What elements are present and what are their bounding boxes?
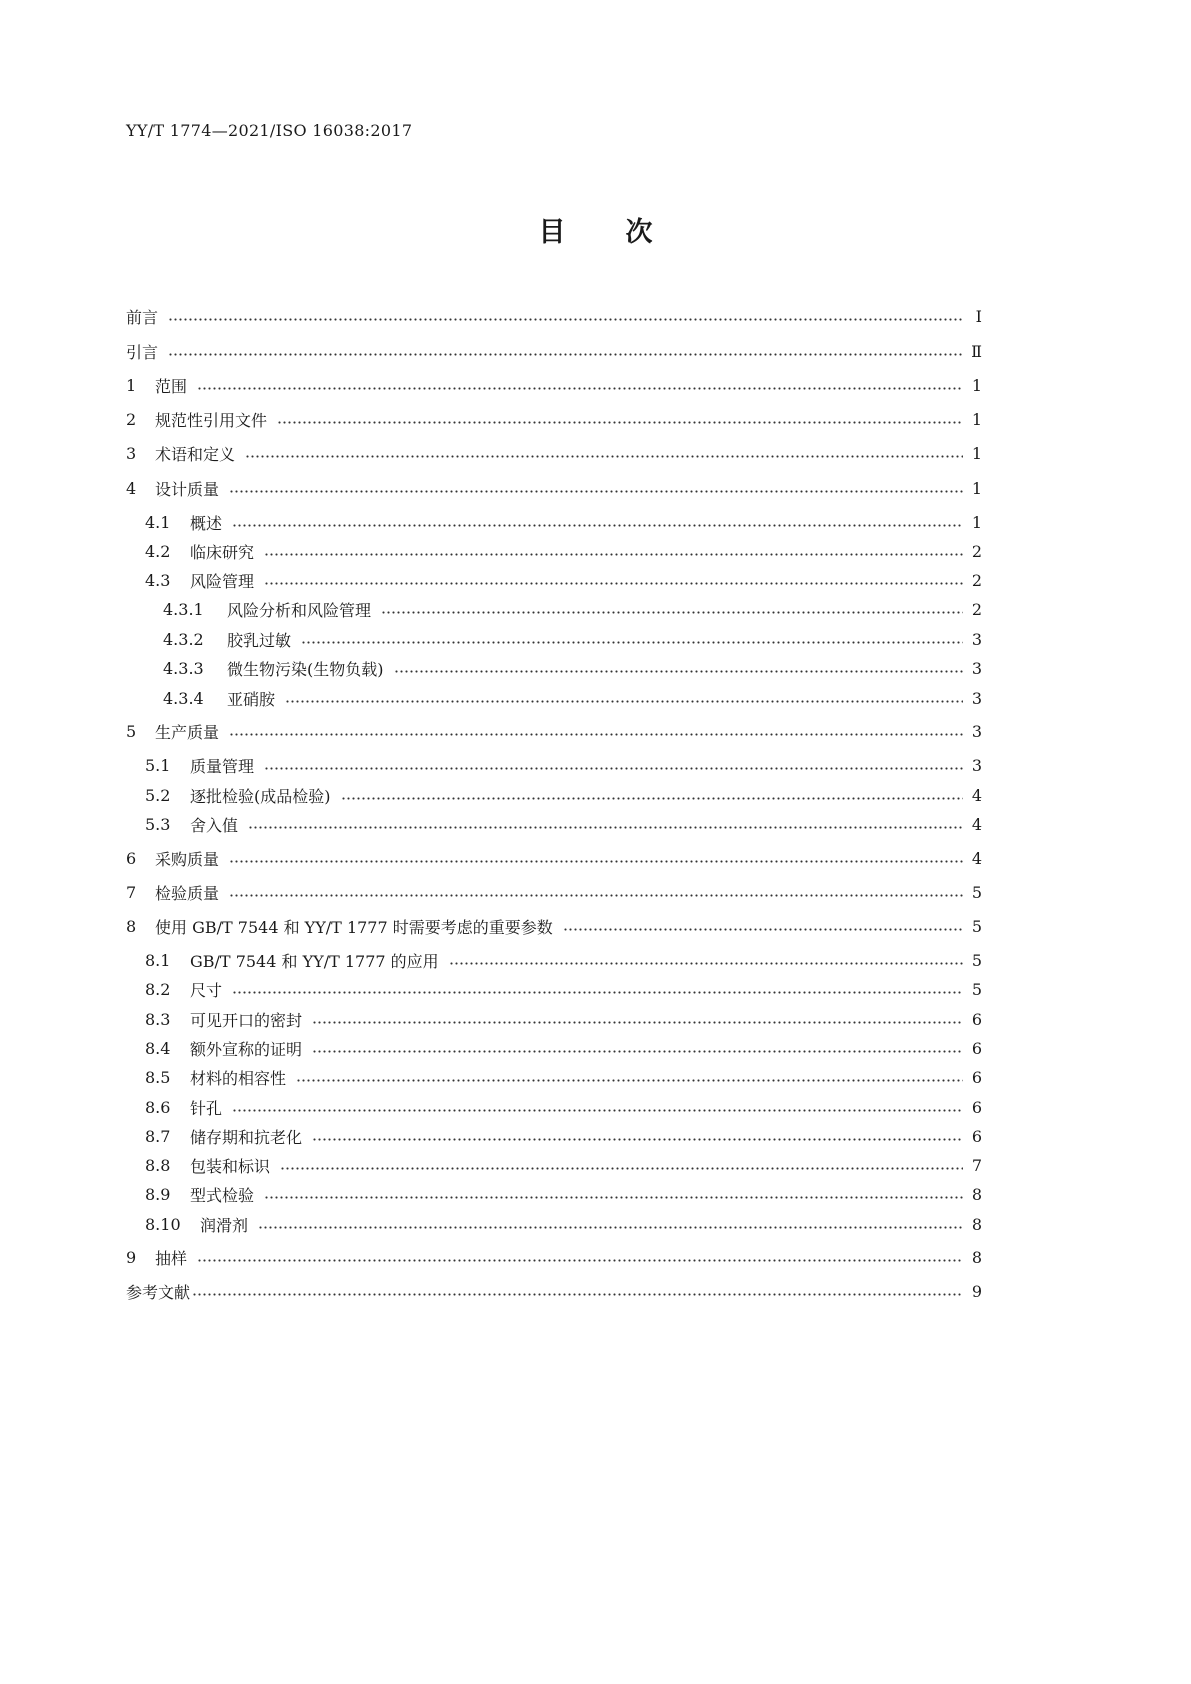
toc-entry-number: 8.4 (145, 1038, 171, 1058)
toc-entry-page: 3 (971, 755, 982, 775)
toc-entry-label: 检验质量 (155, 883, 220, 903)
toc-entry-page: 6 (971, 1067, 982, 1087)
leader-dots (394, 670, 963, 673)
toc-entry-8-5[interactable] (126, 1063, 982, 1091)
toc-entry-page: 8 (971, 1184, 982, 1204)
toc-entry-label: 逐批检验(成品检验) (190, 786, 331, 806)
toc-entry-4-3[interactable] (126, 566, 982, 594)
toc-entry-page: 4 (971, 785, 982, 805)
toc-entry-page: 8 (971, 1214, 982, 1234)
leader-dots (312, 1138, 963, 1141)
leader-dots (312, 1021, 963, 1024)
toc-entry-2[interactable] (126, 405, 982, 433)
toc-entry-label: 亚硝胺 (227, 689, 276, 709)
toc-entry-label: 胶乳过敏 (227, 630, 292, 650)
toc-entry-label: 润滑剂 (200, 1215, 249, 1235)
toc-entry-8-9[interactable] (126, 1180, 982, 1208)
toc-entry-label: 前言 (126, 307, 159, 327)
toc-entry-6[interactable] (126, 844, 982, 872)
toc-entry-number: 2 (126, 409, 137, 429)
toc-entry-page: 3 (971, 688, 982, 708)
toc-entry-label: 采购质量 (155, 849, 220, 869)
toc-entry-3[interactable] (126, 439, 982, 467)
toc-entry-page: 4 (971, 814, 982, 834)
leader-dots (232, 991, 963, 994)
toc-entry-5[interactable] (126, 717, 982, 745)
toc-entry-number: 7 (126, 882, 137, 902)
leader-dots (192, 1293, 963, 1296)
toc-entry-1[interactable] (126, 371, 982, 399)
toc-entry-label: 临床研究 (190, 542, 255, 562)
leader-dots (341, 797, 963, 800)
toc-entry-number: 6 (126, 848, 137, 868)
leader-dots (248, 826, 963, 829)
toc-entry-label: 可见开口的密封 (190, 1010, 303, 1030)
leader-dots (285, 700, 963, 703)
toc-entry-4-1[interactable] (126, 508, 982, 536)
toc-entry-page: 1 (971, 478, 982, 498)
toc-entry-9[interactable] (126, 1243, 982, 1271)
leader-dots (229, 860, 963, 863)
toc-entry-page: 5 (971, 882, 982, 902)
standard-number: YY/T 1774—2021/ISO 16038:2017 (126, 121, 413, 140)
toc-entry-label: 抽样 (155, 1248, 188, 1268)
toc-entry-introduction[interactable] (126, 337, 982, 365)
toc-entry-page: 8 (971, 1247, 982, 1267)
toc-entry-page: 3 (971, 721, 982, 741)
toc-entry-number: 4.3.1 (163, 599, 204, 619)
toc-entry-label: 设计质量 (155, 479, 220, 499)
toc-entry-page: 2 (971, 599, 982, 619)
toc-entry-bibliography[interactable] (126, 1277, 982, 1305)
leader-dots (264, 553, 963, 556)
toc-entry-page: 1 (971, 409, 982, 429)
toc-entry-number: 5 (126, 721, 137, 741)
toc-entry-page: 6 (971, 1009, 982, 1029)
leader-dots (301, 641, 963, 644)
toc-entry-label: 引言 (126, 342, 159, 362)
toc-entry-7[interactable] (126, 878, 982, 906)
toc-entry-4-3-1[interactable] (126, 595, 982, 623)
toc-entry-number: 5.3 (145, 814, 171, 834)
toc-entry-label: 材料的相容性 (190, 1068, 287, 1088)
toc-entry-number: 4.3.2 (163, 629, 204, 649)
toc-entry-label: 范围 (155, 376, 188, 396)
toc-entry-number: 8.6 (145, 1097, 171, 1117)
leader-dots (229, 894, 963, 897)
leader-dots (312, 1050, 963, 1053)
title-char-1: 目 (538, 217, 566, 248)
toc-entry-4-3-3[interactable] (126, 654, 982, 682)
toc-entry-label: 风险管理 (190, 571, 255, 591)
toc-entry-8-7[interactable] (126, 1122, 982, 1150)
toc-entry-number: 5.1 (145, 755, 171, 775)
leader-dots (264, 1196, 963, 1199)
toc-entry-page: 3 (971, 658, 982, 678)
toc-entry-number: 4.1 (145, 512, 171, 532)
toc-entry-label: 包装和标识 (190, 1156, 271, 1176)
toc-entry-page: 6 (971, 1097, 982, 1117)
toc-entry-4-3-4[interactable] (126, 684, 982, 712)
toc-entry-8-10[interactable] (126, 1210, 982, 1238)
toc-entry-number: 1 (126, 375, 137, 395)
leader-dots (197, 387, 963, 390)
leader-dots (229, 490, 963, 493)
toc-entry-number: 8.7 (145, 1126, 171, 1146)
leader-dots (232, 524, 963, 527)
toc-entry-page: 1 (971, 375, 982, 395)
toc-entry-number: 9 (126, 1247, 137, 1267)
toc-entry-page: 7 (971, 1155, 982, 1175)
toc-entry-label: 术语和定义 (155, 444, 236, 464)
leader-dots (381, 611, 963, 614)
toc-entry-page: 9 (971, 1281, 982, 1301)
toc-entry-8-6[interactable] (126, 1093, 982, 1121)
toc-entry-number: 4.3 (145, 570, 171, 590)
toc-entry-label: 针孔 (190, 1098, 223, 1118)
toc-entry-4[interactable] (126, 474, 982, 502)
toc-entry-page: 5 (971, 916, 982, 936)
page-title (0, 210, 1191, 249)
leader-dots (232, 1109, 963, 1112)
toc-entry-page: 5 (971, 950, 982, 970)
toc-entry-5-3[interactable] (126, 810, 982, 838)
toc-entry-number: 8 (126, 916, 137, 936)
toc-entry-label: 尺寸 (190, 980, 223, 1000)
leader-dots (168, 318, 963, 321)
toc-entry-preface[interactable] (126, 302, 982, 330)
toc-entry-label: 储存期和抗老化 (190, 1127, 303, 1147)
toc-entry-number: 8.2 (145, 979, 171, 999)
toc-entry-8-8[interactable] (126, 1151, 982, 1179)
toc-entry-number: 8.10 (145, 1214, 181, 1234)
toc-entry-page: 2 (971, 570, 982, 590)
leader-dots (197, 1259, 963, 1262)
toc-entry-number: 4.3.4 (163, 688, 204, 708)
leader-dots (258, 1226, 963, 1229)
toc-entry-label: 使用 GB/T 7544 和 YY/T 1777 时需要考虑的重要参数 (155, 917, 553, 937)
toc-entry-page: 1 (971, 512, 982, 532)
leader-dots (264, 767, 963, 770)
toc-entry-8-4[interactable] (126, 1034, 982, 1062)
leader-dots (245, 455, 963, 458)
toc-entry-page: Ⅱ (971, 341, 982, 361)
leader-dots (563, 928, 963, 931)
toc-entry-label: 舍入值 (190, 815, 239, 835)
toc-entry-page: 4 (971, 848, 982, 868)
toc-entry-4-3-2[interactable] (126, 625, 982, 653)
toc-entry-label: 风险分析和风险管理 (227, 600, 372, 620)
toc-entry-page: 6 (971, 1038, 982, 1058)
toc-entry-number: 8.8 (145, 1155, 171, 1175)
toc-entry-8-1[interactable] (126, 946, 982, 974)
toc-entry-8-2[interactable] (126, 975, 982, 1003)
toc-entry-label: 生产质量 (155, 722, 220, 742)
toc-entry-page: 1 (971, 443, 982, 463)
toc-entry-page: 6 (971, 1126, 982, 1146)
toc-entry-label: 额外宣称的证明 (190, 1039, 303, 1059)
toc-entry-8-3[interactable] (126, 1005, 982, 1033)
toc-entry-number: 3 (126, 443, 137, 463)
toc-entry-label: 型式检验 (190, 1185, 255, 1205)
toc-entry-page: 2 (971, 541, 982, 561)
toc-entry-page: 3 (971, 629, 982, 649)
leader-dots (168, 353, 962, 356)
toc-entry-page: 5 (971, 979, 982, 999)
toc-entry-label: 规范性引用文件 (155, 410, 268, 430)
leader-dots (296, 1079, 963, 1082)
toc-entry-number: 4 (126, 478, 137, 498)
leader-dots (264, 582, 963, 585)
toc-entry-number: 5.2 (145, 785, 171, 805)
toc-entry-5-2[interactable] (126, 781, 982, 809)
toc-entry-number: 8.5 (145, 1067, 171, 1087)
title-char-2: 次 (625, 217, 653, 248)
toc-entry-label: 微生物污染(生物负载) (227, 659, 384, 679)
leader-dots (449, 962, 963, 965)
toc-entry-label: 概述 (190, 513, 223, 533)
leader-dots (229, 733, 963, 736)
toc-entry-number: 4.3.3 (163, 658, 204, 678)
leader-dots (277, 421, 963, 424)
toc-entry-number: 8.1 (145, 950, 171, 970)
toc-entry-label: GB/T 7544 和 YY/T 1777 的应用 (190, 951, 439, 971)
toc-entry-4-2[interactable] (126, 537, 982, 565)
toc-entry-label: 参考文献 (126, 1282, 191, 1302)
toc-entry-label: 质量管理 (190, 756, 255, 776)
toc-entry-number: 4.2 (145, 541, 171, 561)
leader-dots (280, 1167, 963, 1170)
toc-entry-5-1[interactable] (126, 751, 982, 779)
toc-entry-page: Ⅰ (975, 306, 982, 326)
toc-entry-number: 8.3 (145, 1009, 171, 1029)
toc-entry-8[interactable] (126, 912, 982, 940)
toc-entry-number: 8.9 (145, 1184, 171, 1204)
